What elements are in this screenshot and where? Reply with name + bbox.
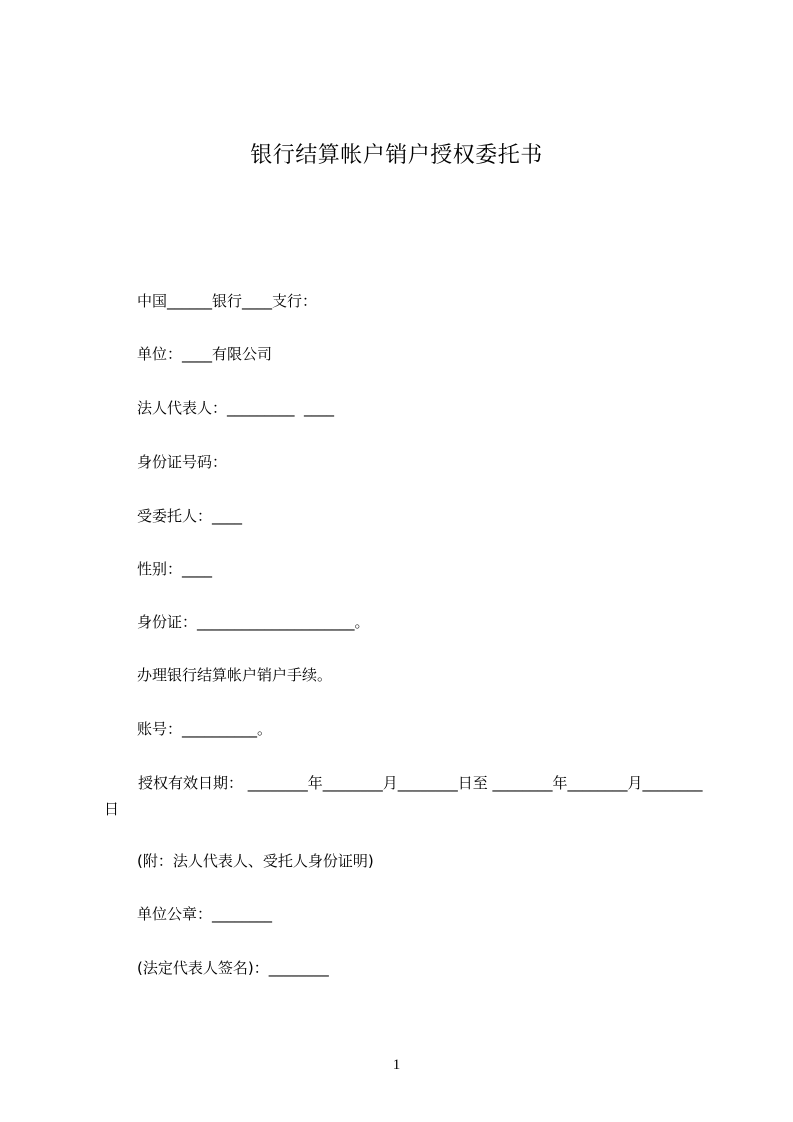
purpose-line: 办理银行结算帐户销户手续。 <box>137 666 333 684</box>
bank-line: 中国______银行____支行： <box>137 292 318 310</box>
valid-period-line: 授权有效日期： ________年________月________日至 ________年________月________日 <box>104 774 703 818</box>
legal-rep-line: 法人代表人：_________ ____ <box>137 399 335 417</box>
id-number-line: 身份证号码： <box>137 453 228 471</box>
attachment-line: (附：法人代表人、受托人身份证明) <box>137 852 374 870</box>
trustee-line: 受委托人：____ <box>137 507 243 525</box>
legal-signature-line: (法定代表人签名)：________ <box>137 959 329 977</box>
gender-line: 性别：____ <box>137 560 213 578</box>
document-title: 银行结算帐户销户授权委托书 <box>250 143 543 168</box>
account-line: 账号：__________。 <box>137 720 273 738</box>
company-line: 单位：____有限公司 <box>137 345 273 363</box>
id-card-line: 身份证：_____________________。 <box>137 613 370 631</box>
company-seal-line: 单位公章：________ <box>137 905 273 923</box>
page-number: 1 <box>392 1057 401 1073</box>
